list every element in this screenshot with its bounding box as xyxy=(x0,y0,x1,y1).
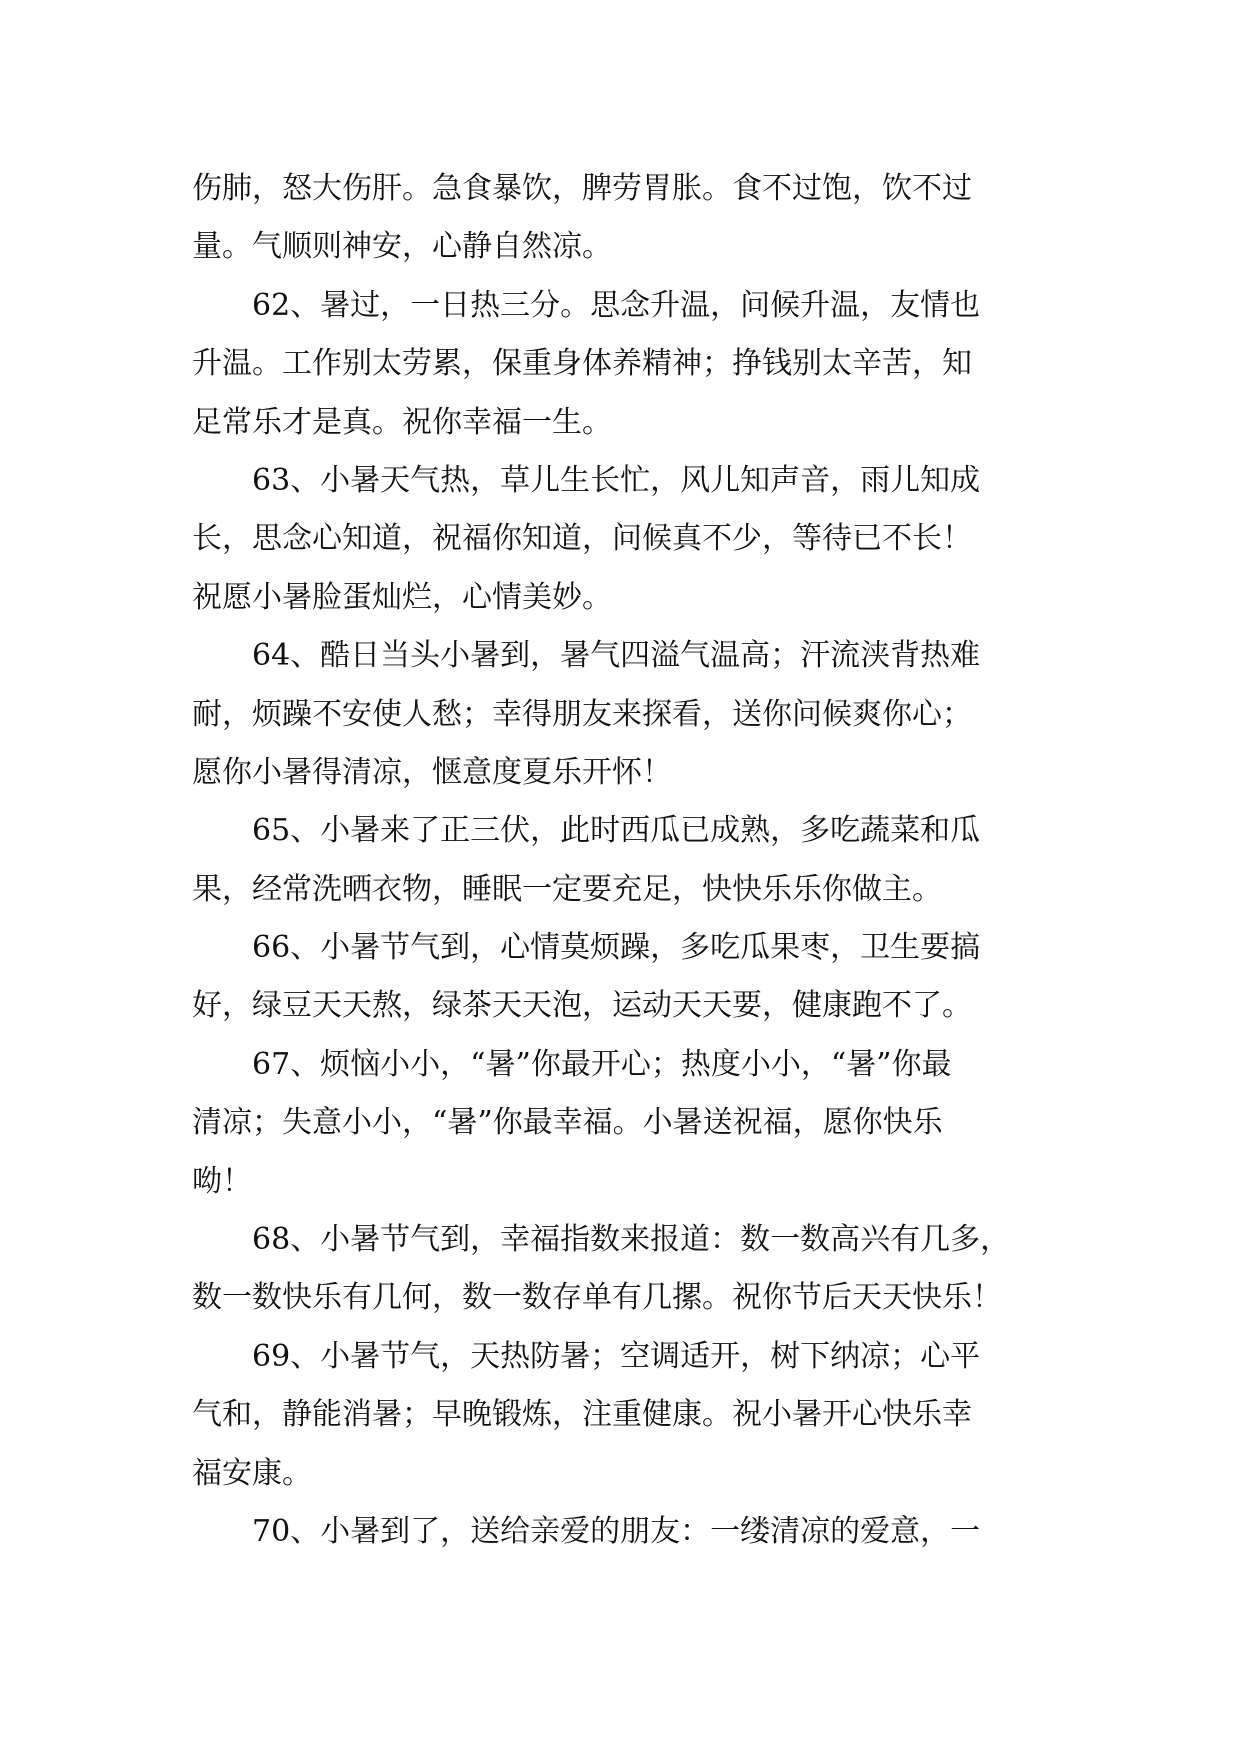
text-line: 呦！ xyxy=(192,1163,252,1199)
paragraph-p65 xyxy=(192,802,1052,919)
text-line: 升温。工作别太劳累，保重身体养精神；挣钱别太辛苦，知 xyxy=(192,346,972,382)
paragraph-p69 xyxy=(192,1328,1052,1503)
text-line: 64、酷日当头小暑到，暑气四溢气温高；汗流浃背热难 xyxy=(192,638,981,674)
paragraph-p63 xyxy=(192,452,1052,627)
text-line: 69、小暑节气，天热防暑；空调适开，树下纳凉；心平 xyxy=(192,1338,981,1374)
text-line: 62、暑过，一日热三分。思念升温，问候升温，友情也 xyxy=(192,287,981,323)
text-line: 祝愿小暑脸蛋灿烂，心情美妙。 xyxy=(192,579,612,615)
text-line: 68、小暑节气到，幸福指数来报道：数一数高兴有几多， xyxy=(192,1222,1011,1258)
text-line: 66、小暑节气到，心情莫烦躁，多吃瓜果枣，卫生要搞 xyxy=(192,930,981,966)
paragraph-p67 xyxy=(192,1036,1052,1211)
text-line: 65、小暑来了正三伏，此时西瓜已成熟，多吃蔬菜和瓜 xyxy=(192,813,981,849)
paragraph-p64 xyxy=(192,627,1052,802)
text-line: 好，绿豆天天熬，绿茶天天泡，运动天天要，健康跑不了。 xyxy=(192,988,972,1024)
text-line: 愿你小暑得清凉，惬意度夏乐开怀！ xyxy=(192,754,672,790)
paragraph-p66 xyxy=(192,919,1052,1036)
text-line: 数一数快乐有几何，数一数存单有几摞。祝你节后天天快乐！ xyxy=(192,1280,1002,1316)
text-line: 伤肺，怒大伤肝。急食暴饮，脾劳胃胀。食不过饱，饮不过 xyxy=(192,171,972,206)
text-line: 清凉；失意小小，“暑”你最幸福。小暑送祝福，愿你快乐 xyxy=(192,1105,943,1141)
paragraph-p61-cont xyxy=(192,160,1052,277)
text-line: 果，经常洗晒衣物，睡眠一定要充足，快快乐乐你做主。 xyxy=(192,871,942,907)
text-line: 67、烦恼小小，“暑”你最开心；热度小小，“暑”你最 xyxy=(192,1046,952,1082)
text-line: 长，思念心知道，祝福你知道，问候真不少，等待已不长！ xyxy=(192,521,972,557)
paragraph-p68 xyxy=(192,1211,1052,1328)
text-line: 耐，烦躁不安使人愁；幸得朋友来探看，送你问候爽你心； xyxy=(192,696,972,732)
text-line: 气和，静能消暑；早晚锻炼，注重健康。祝小暑开心快乐幸 xyxy=(192,1397,972,1433)
text-line: 福安康。 xyxy=(192,1455,312,1491)
text-line: 足常乐才是真。祝你幸福一生。 xyxy=(192,404,612,440)
document-body xyxy=(192,160,1052,1561)
text-line: 63、小暑天气热，草儿生长忙，风儿知声音，雨儿知成 xyxy=(192,462,981,498)
paragraph-p62 xyxy=(192,277,1052,452)
text-line: 70、小暑到了，送给亲爱的朋友：一缕清凉的爱意，一 xyxy=(192,1513,981,1549)
paragraph-p70 xyxy=(192,1503,1052,1561)
text-line: 量。气顺则神安，心静自然凉。 xyxy=(192,229,612,265)
